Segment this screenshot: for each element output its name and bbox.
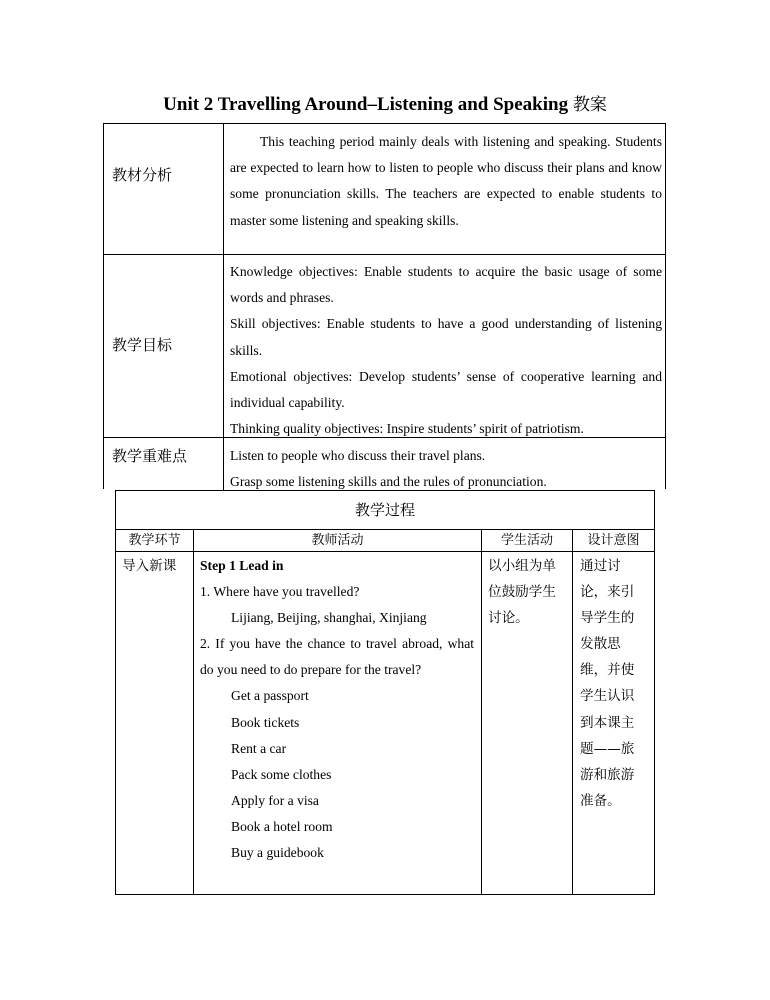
objective-emotional: Emotional objectives: Develop students’ sense of cooperative learning and individual capability. bbox=[230, 368, 662, 411]
answer-item: Apply for a visa bbox=[231, 792, 319, 808]
design-intent-line: 题——旅 bbox=[580, 740, 635, 757]
design-intent-line: 导学生的 bbox=[580, 610, 635, 627]
student-activity-line: 位鼓励学生 bbox=[488, 584, 556, 601]
column-header-intent: 设计意图 bbox=[573, 529, 654, 552]
design-intent-line: 准备。 bbox=[580, 792, 621, 809]
design-intent-line: 到本课主 bbox=[580, 714, 635, 731]
overview-table bbox=[103, 123, 666, 489]
column-divider bbox=[572, 529, 573, 894]
design-intent-line: 通过讨 bbox=[580, 558, 621, 574]
student-activity-line: 以小组为单 bbox=[488, 558, 556, 574]
student-activity-cell bbox=[488, 553, 570, 631]
key-point-2: Grasp some listening skills and the rules of pronunciation. bbox=[230, 474, 547, 490]
teacher-activity-cell bbox=[200, 553, 474, 866]
key-point-1: Listen to people who discuss their travel plans. bbox=[230, 448, 486, 463]
answer-item: Rent a car bbox=[231, 740, 287, 756]
objective-thinking: Thinking quality objectives: Inspire students’ spirit of patriotism. bbox=[230, 421, 584, 437]
column-header-student: 学生活动 bbox=[482, 529, 572, 552]
question-1-answer: Lijiang, Beijing, shanghai, Xinjiang bbox=[231, 610, 427, 626]
row-content bbox=[230, 129, 662, 234]
objective-skill: Skill objectives: Enable students to have a good understanding of listening skills. bbox=[230, 316, 662, 358]
design-intent-line: 维，并使 bbox=[580, 662, 635, 679]
row-label: 教材分析 bbox=[112, 166, 173, 184]
row-label: 教学目标 bbox=[112, 336, 173, 354]
answer-item: Book a hotel room bbox=[231, 818, 333, 834]
answer-item: Book tickets bbox=[231, 714, 300, 730]
design-intent-line: 论，来引 bbox=[580, 584, 635, 601]
page-title bbox=[0, 93, 770, 117]
table-header: 教学过程 bbox=[116, 491, 654, 530]
teaching-process-table bbox=[115, 490, 655, 895]
table-row-key-points bbox=[104, 438, 665, 490]
stage-cell: 导入新课 bbox=[122, 558, 177, 574]
column-header-stage: 教学环节 bbox=[116, 529, 193, 552]
title-english: Unit 2 Travelling Around–Listening and Speaking bbox=[163, 94, 569, 115]
column-header-teacher: 教师活动 bbox=[194, 529, 481, 552]
row-content bbox=[230, 443, 662, 495]
answer-item: Buy a guidebook bbox=[231, 845, 324, 861]
table-row-teaching-objectives bbox=[104, 255, 665, 438]
title-chinese: 教案 bbox=[572, 95, 607, 115]
design-intent-line: 发散思 bbox=[580, 636, 621, 653]
row-label: 教学重难点 bbox=[112, 447, 188, 465]
question-2: 2. If you have the chance to travel abroad, what do you need to do prepare for the travel? bbox=[200, 636, 474, 678]
column-divider bbox=[193, 529, 194, 894]
material-analysis-text: This teaching period mainly deals with listening and speaking. Students are expected to learn how to listen to people who discuss their plans and know some pronunciation skills. The teachers are expected to enable students to master some listening and speaking skills. bbox=[230, 134, 662, 228]
design-intent-line: 游和旅游 bbox=[580, 766, 635, 783]
design-intent-cell bbox=[580, 553, 648, 814]
answer-item: Get a passport bbox=[231, 688, 309, 704]
question-1: 1. Where have you travelled? bbox=[200, 584, 360, 600]
step-heading: Step 1 Lead in bbox=[200, 558, 284, 573]
row-content bbox=[230, 259, 662, 442]
answer-item: Pack some clothes bbox=[231, 766, 332, 782]
objective-knowledge: Knowledge objectives: Enable students to acquire the basic usage of some words and phrases. bbox=[230, 264, 662, 306]
student-activity-line: 讨论。 bbox=[488, 610, 529, 627]
table-row-material-analysis bbox=[104, 124, 665, 255]
column-divider bbox=[481, 529, 482, 894]
design-intent-line: 学生认识 bbox=[580, 688, 635, 705]
